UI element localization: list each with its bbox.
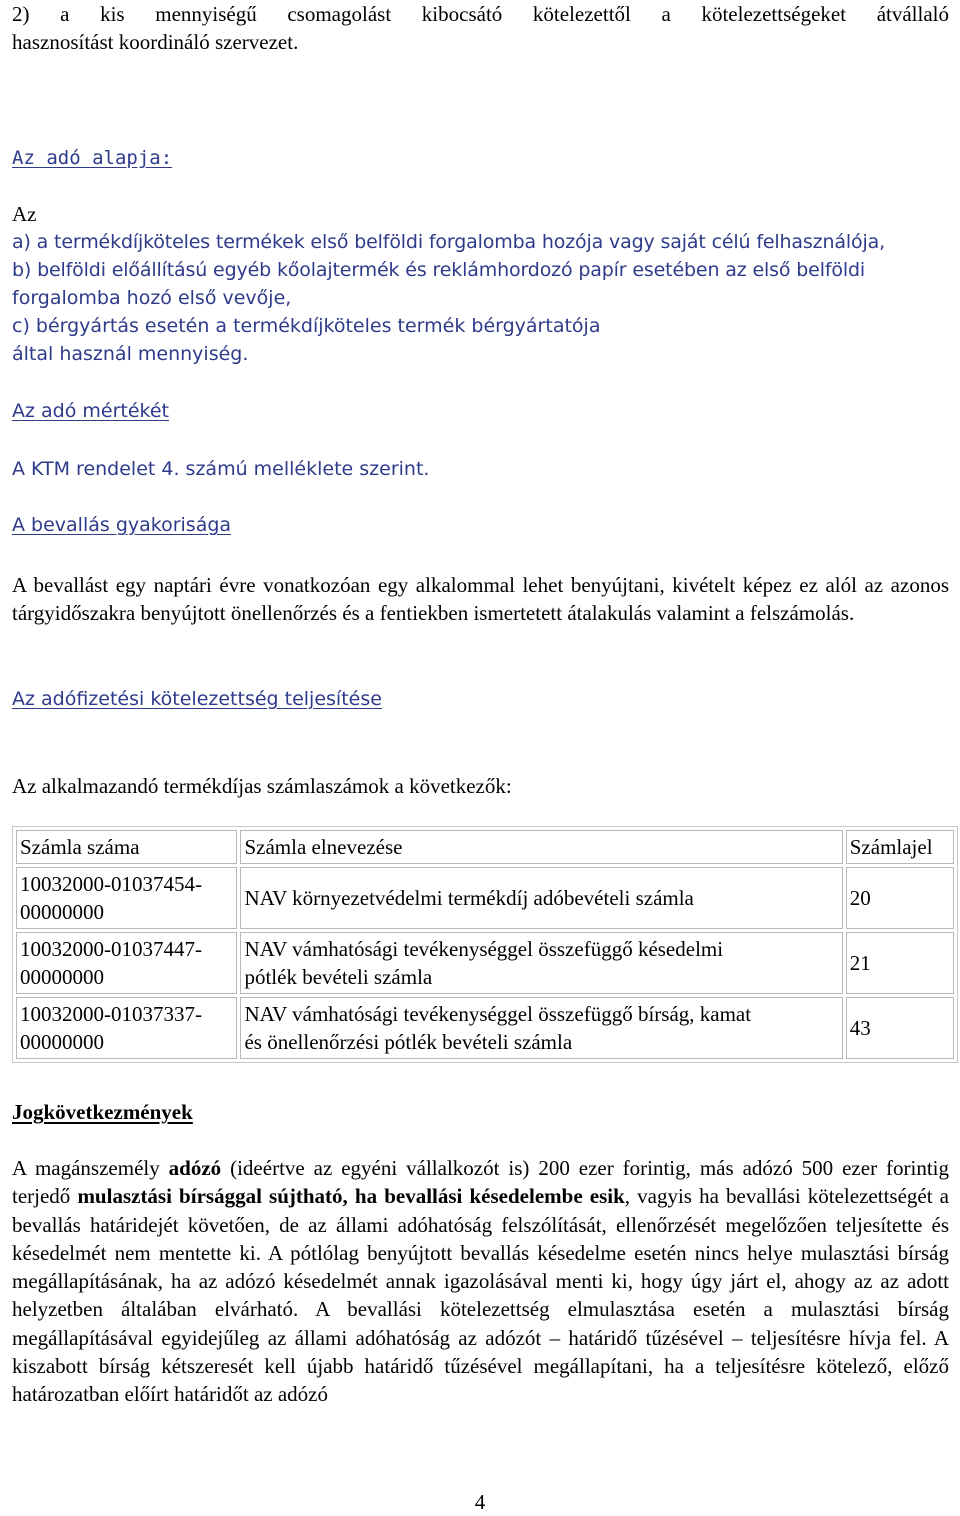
account-code: 20 (846, 867, 954, 929)
gyakorisag-text: A bevallást egy naptári évre vonatkozóan egy alkalommal lehet benyújtani, kivételt képez ez alól az azonos tárgyidőszakra benyújtott önellenőrzés és a fentiekben ismertetett átalakulás valamint a felszámolás. (12, 573, 949, 625)
jog-text: A magánszemély (12, 1156, 169, 1180)
jog-emphasis: mulasztási bírsággal sújtható, ha bevallási késedelembe esik (77, 1184, 625, 1209)
account-number: 00000000 (20, 900, 104, 924)
fizetes-intro: Az alkalmazandó termékdíjas számlaszámok a következők: (12, 774, 512, 798)
table-row (16, 932, 954, 994)
gyakorisag-heading: A bevallás gyakorisága (12, 514, 232, 536)
jog-paragraph (12, 1154, 949, 1409)
fizetes-heading: Az adófizetési kötelezettség teljesítése (12, 688, 382, 710)
adoalap-line: b) belföldi előállítású egyéb kőolajtermék és reklámhordozó papír esetében az első belföldi (12, 259, 866, 281)
account-name-cell (240, 867, 842, 929)
column-header-number: Számla száma (16, 830, 237, 864)
jog-text: , vagyis ha bevallási kötelezettségét a bevallás határidejét követően, de az állami adóhatóság felszólítását, ellenőrzését megelőzően teljesítette és késedelmét nem mentette ki. A pótlólag benyújtott bevallás késedelme esetén nincs helye mulasztási bírság megállapításának, ha az adózó késedelmét annak igazolásával menti ki, hogy úgy járt el, ahogy az az adott helyzetben általában elvárható. A bevallási kötelezettség elmulasztása esetén a mulasztási bírság megállapításával egyidejűleg az állami adóhatóság az adózót – határidő tűzésével – teljesítésre hívja fel. A kiszabott bírság kétszeresét kell újabb határidő tűzésével megállapítani, ha a teljesítésre kötelező, előző határozatban előírt határidőt az adózó (12, 1184, 949, 1407)
adoalap-body (12, 200, 949, 368)
adoalap-line: Az (12, 202, 37, 226)
page-number: 4 (474, 1490, 486, 1514)
adoalap-heading: Az adó alapja: (12, 147, 173, 169)
adoalap-line: által használ mennyiség. (12, 343, 249, 365)
account-number: 10032000-01037454- (20, 872, 202, 896)
account-name: NAV vámhatósági tevékenységgel összefüggő késedelmi (244, 937, 724, 961)
table-row (16, 997, 954, 1059)
account-number-cell (16, 867, 237, 929)
account-name-cell (240, 932, 842, 994)
mertek-heading: Az adó mértékét (12, 400, 169, 422)
jog-heading: Jogkövetkezmények (12, 1100, 193, 1124)
adoalap-line: c) bérgyártás esetén a termékdíjköteles termék bérgyártatója (12, 315, 601, 337)
account-name: NAV vámhatósági tevékenységgel összefüggő bírság, kamat (244, 1002, 752, 1026)
account-name: és önellenőrzési pótlék bevételi számla (244, 1030, 573, 1054)
account-number-cell (16, 997, 237, 1059)
account-code: 21 (846, 932, 954, 994)
account-name-cell (240, 997, 842, 1059)
account-number-cell (16, 932, 237, 994)
account-table (12, 826, 958, 1063)
jog-text: (ideértve az egyéni vállalkozót is) 200 ezer forintig, más adózó 500 ezer forintig terjedő (12, 1156, 949, 1209)
account-number: 10032000-01037337- (20, 1002, 202, 1026)
account-name: pótlék bevételi számla (244, 965, 433, 989)
account-number: 00000000 (20, 1030, 104, 1054)
column-header-code: Számlajel (846, 830, 954, 864)
intro-line-1: 2) a kis mennyiségű csomagolást kibocsátó kötelezettől a kötelezettségeket átvállaló (12, 2, 949, 26)
column-header-name: Számla elnevezése (240, 830, 842, 864)
account-number: 00000000 (20, 965, 104, 989)
account-name: NAV környezetvédelmi termékdíj adóbevételi számla (244, 886, 694, 910)
jog-emphasis: adózó (168, 1156, 222, 1180)
adoalap-line: forgalomba hozó első vevője, (12, 287, 292, 309)
table-header-row (16, 830, 954, 864)
mertek-text: A KTM rendelet 4. számú melléklete szerint. (12, 458, 430, 480)
intro-line-2: hasznosítást koordináló szervezet. (12, 30, 299, 54)
account-number: 10032000-01037447- (20, 937, 202, 961)
adoalap-line: a) a termékdíjköteles termékek első belföldi forgalomba hozója vagy saját célú felhasználója, (12, 231, 885, 253)
table-row (16, 867, 954, 929)
account-code: 43 (846, 997, 954, 1059)
